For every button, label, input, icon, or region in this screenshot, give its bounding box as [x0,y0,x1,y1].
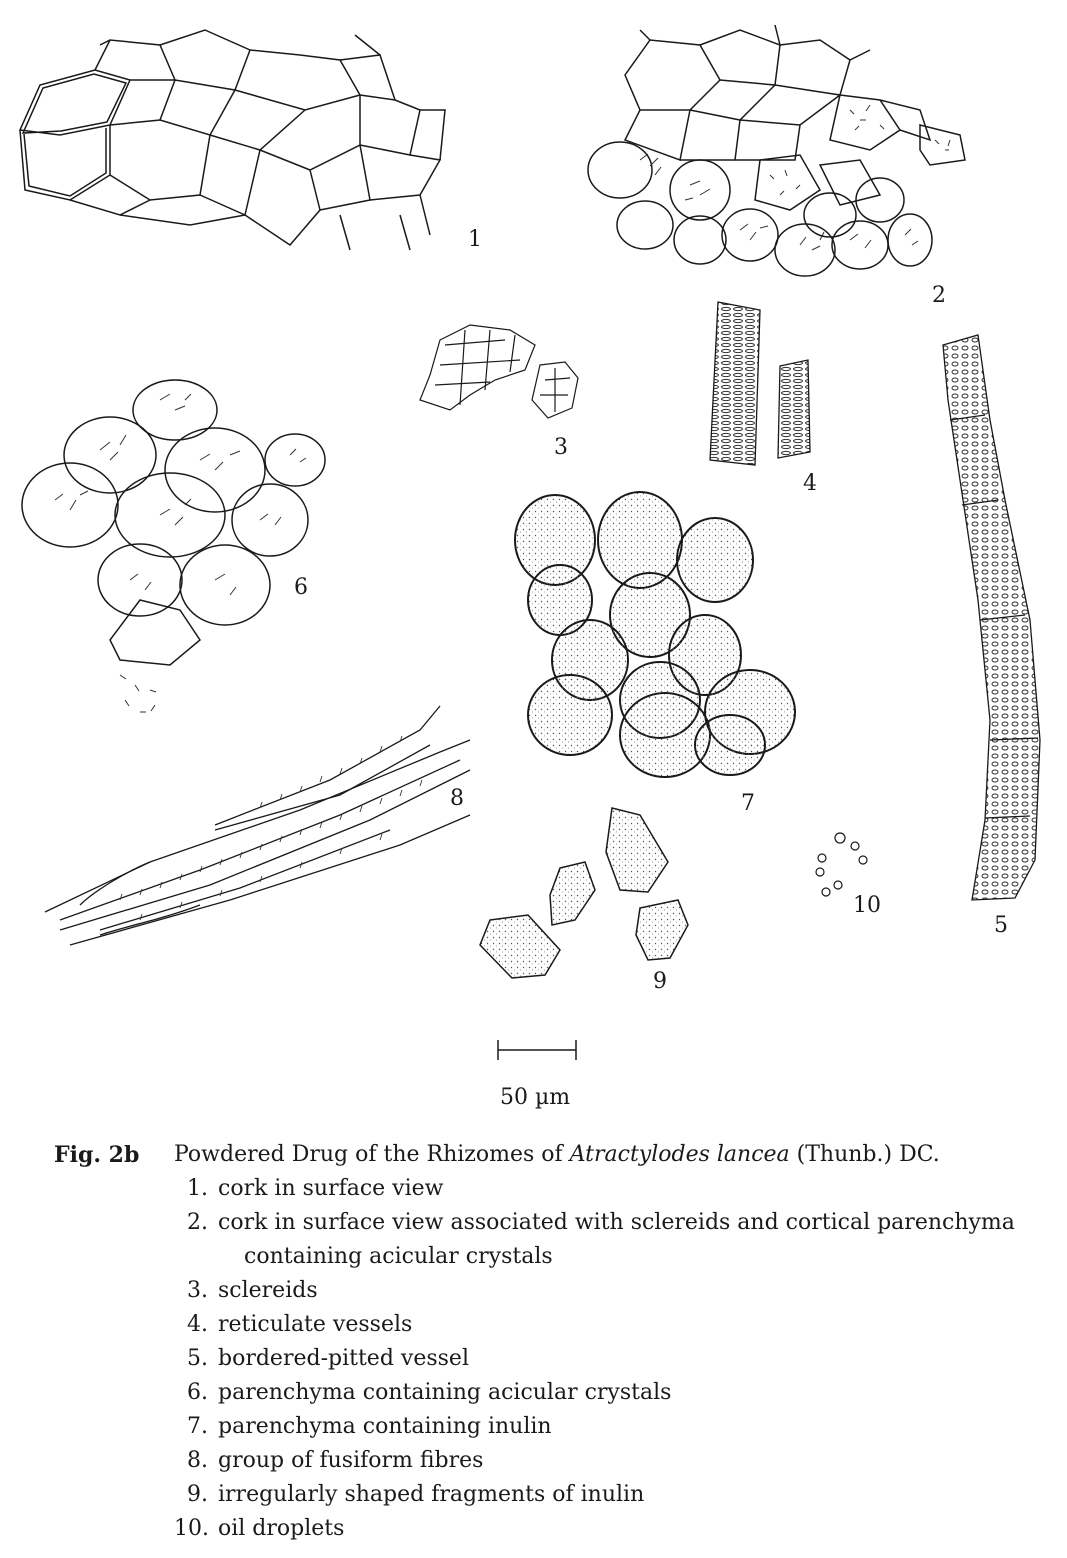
figure-number-5: 5 [994,913,1008,938]
legend-number: 10. [174,1516,209,1541]
oil-droplets [816,833,867,896]
figure-number-7: 7 [741,791,755,816]
legend-text: cork in surface view [218,1176,444,1201]
legend-item [174,1308,1044,1342]
legend-item [174,1206,1044,1274]
figure-label: Fig. 2b [54,1142,140,1168]
sclereids [420,325,578,418]
legend-number: 1. [187,1176,208,1201]
legend-number: 2. [187,1210,208,1235]
figure-number-3: 3 [554,435,568,460]
legend-number: 5. [187,1346,208,1371]
bordered-pitted-vessel [943,335,1040,900]
legend-number: 7. [187,1414,208,1439]
legend-text: reticulate vessels [218,1312,413,1337]
reticulate-vessels [710,302,810,465]
figure-title-text: Powdered Drug of the Rhizomes of [174,1142,570,1167]
figure-number-9: 9 [653,969,667,994]
caption-header [54,1138,1044,1172]
legend-text-line: cork in surface view associated with sclereids and cortical parenchyma [218,1210,1015,1235]
cork-with-sclereids [588,25,965,276]
figure-caption [54,1138,1044,1546]
figure-number-4: 4 [803,471,817,496]
legend-text: oil droplets [218,1516,345,1541]
legend-item [174,1172,1044,1206]
figure-number-8: 8 [450,786,464,811]
figure-number-2: 2 [932,283,946,308]
legend-text: bordered-pitted vessel [218,1346,469,1371]
figure-title [174,1138,940,1172]
legend-text: parenchyma containing inulin [218,1414,552,1439]
legend-item [174,1342,1044,1376]
legend-list [174,1172,1044,1546]
legend-text: sclereids [218,1278,318,1303]
legend-number: 8. [187,1448,208,1473]
scale-bar-label: 50 µm [500,1085,571,1110]
legend-number: 3. [187,1278,208,1303]
legend-item [174,1410,1044,1444]
legend-number: 6. [187,1380,208,1405]
fusiform-fibres [45,706,470,945]
legend-text: parenchyma containing acicular crystals [218,1380,672,1405]
legend-text [218,1206,1044,1274]
scale-bar [498,1040,576,1060]
cork-surface-view [20,30,445,250]
legend-text: group of fusiform fibres [218,1448,484,1473]
legend-number: 9. [187,1482,208,1507]
legend-item [174,1274,1044,1308]
legend-item [174,1478,1044,1512]
figure-title-authority: (Thunb.) DC. [789,1142,940,1167]
legend-text-continuation: containing acicular crystals [244,1244,553,1269]
inulin-fragments [480,808,688,978]
figure-number-10: 10 [853,893,881,918]
legend-text: irregularly shaped fragments of inulin [218,1482,645,1507]
parenchyma-inulin [515,492,795,777]
legend-item [174,1512,1044,1546]
legend-number: 4. [187,1312,208,1337]
figure-number-6: 6 [294,575,308,600]
parenchyma-acicular-crystals [22,380,325,712]
species-name: Atractylodes lancea [569,1142,790,1167]
legend-item [174,1444,1044,1478]
legend-item [174,1376,1044,1410]
figure-number-1: 1 [468,227,482,252]
